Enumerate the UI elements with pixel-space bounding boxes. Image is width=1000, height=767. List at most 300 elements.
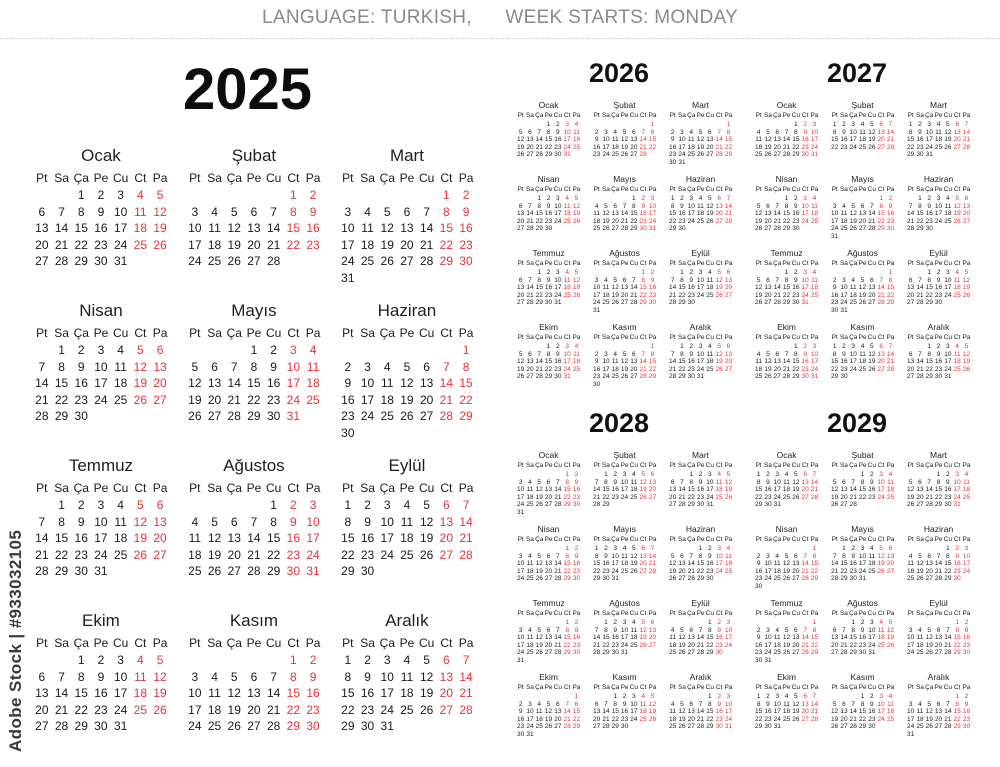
day-cell: 24 — [907, 723, 915, 731]
day-cell: 15 — [611, 708, 619, 716]
weekday-header: Ct — [801, 260, 809, 267]
weekday-header: Pt — [831, 610, 838, 617]
day-cell: 13 — [247, 686, 261, 701]
day-cell: 22 — [266, 547, 281, 562]
day-cell: 24 — [934, 217, 943, 225]
day-cell: 29 — [639, 299, 647, 307]
weekday-header: Cu — [418, 326, 435, 340]
day-cell: 20 — [400, 237, 414, 252]
day-cell: 3 — [851, 343, 856, 350]
day-cell: 17 — [188, 237, 202, 252]
day-cell: 30 — [962, 723, 971, 731]
day-cell: 21 — [907, 217, 915, 225]
day-cell: 28 — [773, 225, 781, 233]
day-cell: 25 — [563, 217, 571, 225]
day-cell: 9 — [955, 552, 959, 560]
day-cell: 19 — [572, 210, 581, 218]
day-cell: 16 — [572, 560, 581, 568]
day-cell: 17 — [773, 708, 781, 716]
day-cell: 7 — [879, 276, 883, 284]
day-cell: 10 — [696, 276, 705, 284]
month-title: Aralık — [927, 322, 950, 332]
weekday-header: Ct — [801, 462, 809, 469]
day-cell: 27 — [639, 567, 647, 575]
day-cell: 21 — [459, 531, 473, 546]
day-cell: 25 — [782, 493, 791, 501]
day-cell: 12 — [877, 552, 885, 560]
weekday-header: Pa — [648, 334, 657, 341]
day-cell: 19 — [782, 567, 791, 575]
day-cell: 15 — [706, 634, 714, 642]
weekday-header: Sa — [915, 334, 924, 341]
day-cell: 15 — [439, 221, 454, 236]
day-cell: 10 — [840, 284, 848, 292]
day-cell: 14 — [630, 284, 638, 292]
day-cell: 1 — [784, 269, 789, 276]
day-cell: 17 — [630, 708, 638, 716]
day-cell: 25 — [526, 501, 534, 509]
weekday-header: Pa — [724, 186, 733, 193]
day-cell: 21 — [526, 217, 534, 225]
day-cell: 1 — [955, 693, 959, 700]
weekday-header: Ça — [535, 334, 544, 341]
weekday-header: Ça — [925, 610, 934, 617]
day-cell: 29 — [535, 225, 543, 233]
day-cell: 28 — [247, 564, 261, 579]
day-cell: 29 — [630, 225, 638, 233]
day-cell: 28 — [696, 649, 705, 657]
day-cell: 14 — [602, 708, 610, 716]
month-title: Eylül — [691, 598, 710, 608]
day-cell: 1 — [443, 188, 450, 202]
weekday-header: Cu — [705, 684, 714, 691]
day-cell: 9 — [708, 552, 712, 560]
weekday-header: Cu — [553, 536, 562, 543]
day-cell: 9 — [77, 514, 85, 529]
day-cell: 7 — [443, 359, 450, 374]
day-cell: 11 — [755, 358, 763, 366]
weekday-header: Pt — [593, 260, 600, 267]
day-cell: 23 — [953, 567, 961, 575]
day-cell: 22 — [602, 641, 610, 649]
day-cell: 15 — [602, 634, 610, 642]
weekday-header: Sa — [601, 610, 610, 617]
day-cell: 24 — [724, 641, 733, 649]
day-cell: 17 — [341, 237, 355, 252]
day-cell: 21 — [840, 641, 848, 649]
day-cell: 12 — [764, 358, 772, 366]
day-cell: 24 — [877, 493, 885, 501]
day-cell: 28 — [54, 254, 69, 269]
weekday-header: Pa — [962, 186, 971, 193]
day-cell: 25 — [400, 547, 414, 562]
day-cell: 16 — [360, 531, 375, 546]
day-cell: 4 — [851, 276, 856, 284]
weekday-header: Pt — [669, 112, 676, 119]
month-title: Kasım — [850, 672, 875, 682]
weekday-header: Pa — [572, 684, 581, 691]
day-cell: 29 — [648, 373, 657, 381]
day-cell: 13 — [439, 669, 454, 684]
day-cell: 29 — [706, 723, 714, 731]
day-cell: 11 — [134, 669, 147, 684]
day-cell: 4 — [309, 343, 317, 357]
day-cell: 12 — [715, 350, 723, 358]
day-cell: 7 — [537, 128, 542, 136]
weekday-header: Sa — [207, 171, 222, 185]
day-cell: 5 — [851, 202, 856, 210]
weekday-header: Pe — [934, 112, 943, 119]
month-title: Mayıs — [613, 174, 636, 184]
weekday-header: Sa — [360, 481, 375, 495]
day-cell: 16 — [266, 376, 281, 391]
day-cell: 11 — [669, 634, 677, 642]
day-cell: 30 — [74, 564, 88, 579]
day-cell: 30 — [554, 151, 562, 159]
day-cell: 13 — [669, 486, 677, 494]
day-cell: 4 — [879, 619, 883, 626]
day-cell: 28 — [639, 151, 647, 159]
day-cell: 2 — [717, 693, 721, 700]
day-cell: 13 — [962, 202, 971, 210]
day-cell: 16 — [687, 284, 695, 292]
day-cell: 23 — [306, 702, 320, 717]
weekday-header: Cu — [553, 462, 562, 469]
day-cell: 8 — [574, 700, 579, 708]
weekday-header: Pe — [696, 186, 705, 193]
weekday-header: Pt — [517, 536, 524, 543]
day-cell: 5 — [622, 350, 627, 358]
day-cell: 27 — [934, 723, 943, 731]
day-cell: 25 — [620, 567, 629, 575]
day-cell: 13 — [227, 531, 241, 546]
day-cell: 10 — [764, 634, 772, 642]
day-cell: 19 — [831, 715, 839, 723]
weekday-header: Pt — [669, 462, 676, 469]
day-cell: 12 — [849, 210, 857, 218]
day-cell: 23 — [94, 702, 108, 717]
day-cell: 11 — [859, 350, 866, 358]
day-cell: 6 — [156, 343, 164, 357]
day-cell: 23 — [792, 291, 800, 299]
weekday-header: Pa — [458, 481, 474, 495]
day-cell: 29 — [563, 649, 571, 657]
day-cell: 8 — [908, 128, 913, 136]
weekday-header: Ct — [877, 462, 885, 469]
day-cell: 12 — [696, 136, 705, 144]
day-cell: 23 — [593, 151, 601, 159]
day-cell: 4 — [708, 269, 712, 276]
day-cell: 10 — [94, 359, 108, 374]
day-cell: 8 — [641, 276, 645, 284]
weekday-header: Ça — [73, 171, 89, 185]
day-cell: 15 — [696, 560, 705, 568]
day-cell: 24 — [858, 567, 867, 575]
day-cell: 15 — [858, 708, 867, 716]
day-cell: 18 — [782, 708, 791, 716]
weekday-header: Ct — [639, 186, 647, 193]
day-cell: 18 — [755, 143, 763, 151]
day-cell: 16 — [639, 210, 647, 218]
day-cell: 12 — [962, 350, 971, 358]
day-cell: 16 — [572, 634, 581, 642]
day-cell: 28 — [916, 373, 924, 381]
day-cell: 3 — [518, 626, 523, 634]
day-cell: 1 — [604, 471, 608, 478]
day-cell: 12 — [602, 210, 610, 218]
day-cell: 25 — [535, 723, 543, 731]
day-cell: 9 — [290, 514, 297, 529]
day-cell: 4 — [860, 121, 865, 128]
day-cell: 19 — [419, 531, 434, 546]
day-cell: 7 — [964, 121, 969, 128]
day-cell: 10 — [188, 686, 202, 701]
day-cell: 17 — [696, 358, 705, 366]
day-cell: 12 — [715, 276, 723, 284]
day-cell: 9 — [556, 350, 560, 358]
day-cell: 9 — [97, 204, 105, 219]
day-cell: 21 — [782, 143, 791, 151]
day-cell: 8 — [270, 514, 277, 529]
day-cell: 29 — [925, 299, 933, 307]
day-cell: 24 — [810, 143, 819, 151]
weekday-header: Pe — [696, 536, 705, 543]
day-cell: 4 — [775, 552, 780, 560]
weekday-header: Ça — [535, 186, 544, 193]
day-cell: 15 — [341, 686, 355, 701]
day-cell: 1 — [650, 121, 655, 128]
day-cell: 30 — [755, 657, 763, 664]
day-cell: 6 — [717, 195, 721, 202]
day-cell: 18 — [400, 686, 414, 701]
day-cell: 6 — [423, 359, 430, 374]
day-cell: 28 — [630, 299, 638, 307]
day-cell: 4 — [870, 545, 874, 552]
day-cell: 8 — [936, 478, 941, 486]
day-cell: 27 — [669, 501, 677, 509]
weekday-header: Ça — [611, 536, 620, 543]
day-cell: 22 — [648, 365, 657, 373]
day-cell: 17 — [563, 358, 571, 366]
day-cell: 9 — [574, 626, 579, 634]
day-cell: 4 — [946, 195, 950, 202]
weekday-header: Cu — [943, 610, 952, 617]
day-cell: 2 — [698, 471, 703, 478]
day-cell: 27 — [715, 217, 723, 225]
day-cell: 14 — [782, 136, 791, 144]
day-cell: 19 — [188, 392, 202, 407]
day-cell: 1 — [842, 545, 846, 552]
weekday-header: Sa — [677, 684, 686, 691]
day-cell: 16 — [341, 392, 355, 407]
day-cell: 30 — [706, 575, 714, 583]
weekday-header: Ça — [73, 636, 89, 650]
day-cell: 5 — [756, 276, 761, 284]
month-title: Şubat — [851, 100, 874, 110]
day-cell: 22 — [831, 365, 839, 373]
weekday-header: Cu — [418, 636, 435, 650]
weekday-header: Ct — [440, 636, 453, 650]
day-cell: 1 — [77, 653, 85, 667]
day-cell: 25 — [380, 409, 394, 424]
day-cell: 7 — [918, 350, 922, 358]
day-cell: 1 — [832, 121, 837, 128]
day-cell: 24 — [724, 715, 733, 723]
weekday-header: Pa — [724, 462, 733, 469]
day-cell: 15 — [810, 560, 819, 568]
day-cell: 5 — [574, 195, 579, 202]
day-cell: 16 — [611, 486, 619, 494]
day-cell: 10 — [517, 486, 525, 494]
day-cell: 20 — [544, 493, 553, 501]
day-cell: 17 — [620, 634, 629, 642]
day-cell: 27 — [877, 143, 885, 151]
day-cell: 25 — [706, 291, 714, 299]
day-cell: 27 — [764, 225, 772, 233]
day-cell: 15 — [849, 634, 857, 642]
day-cell: 20 — [724, 284, 733, 292]
day-cell: 27 — [907, 299, 915, 307]
day-cell: 12 — [517, 358, 525, 366]
day-cell: 3 — [955, 471, 959, 478]
day-cell: 4 — [670, 700, 675, 708]
day-cell: 9 — [766, 700, 770, 708]
weekday-header: Pa — [458, 636, 474, 650]
day-cell: 23 — [74, 392, 88, 407]
weekday-header: Ct — [801, 334, 809, 341]
day-cell: 11 — [621, 552, 628, 560]
day-cell: 14 — [535, 358, 543, 366]
day-cell: 1 — [851, 619, 856, 626]
day-cell: 11 — [593, 210, 601, 218]
weekday-header: Pa — [724, 260, 733, 267]
day-cell: 14 — [687, 560, 695, 568]
day-cell: 14 — [648, 552, 657, 560]
day-cell: 20 — [687, 641, 695, 649]
weekday-header: Ça — [611, 112, 620, 119]
day-cell: 29 — [535, 299, 543, 307]
day-cell: 30 — [517, 731, 525, 738]
day-cell: 4 — [860, 343, 865, 350]
day-cell: 2 — [918, 121, 922, 128]
day-cell: 6 — [528, 350, 532, 358]
weekday-header: Pe — [934, 186, 943, 193]
weekday-header: Sa — [839, 536, 848, 543]
weekday-header: Pt — [36, 171, 48, 185]
day-cell: 20 — [648, 486, 657, 494]
weekday-header: Pa — [648, 610, 657, 617]
day-cell: 30 — [801, 151, 809, 159]
day-cell: 17 — [611, 560, 619, 568]
weekday-header: Pe — [782, 462, 791, 469]
month-title: Temmuz — [770, 598, 803, 608]
day-cell: 4 — [604, 276, 608, 284]
day-cell: 1 — [680, 269, 684, 276]
day-cell: 23 — [764, 493, 772, 501]
day-cell: 18 — [916, 715, 924, 723]
month-title: Haziran — [685, 524, 716, 534]
day-cell: 25 — [782, 715, 791, 723]
day-cell: 28 — [620, 225, 629, 233]
weekday-header: Sa — [54, 326, 69, 340]
day-cell: 3 — [565, 343, 569, 350]
day-cell: 23 — [858, 641, 867, 649]
day-cell: 26 — [602, 225, 610, 233]
weekday-header: Pt — [755, 610, 762, 617]
weekday-header: Pe — [544, 462, 553, 469]
day-cell: 9 — [364, 514, 371, 529]
day-cell: 16 — [792, 284, 800, 292]
day-cell: 22 — [535, 291, 543, 299]
day-cell: 26 — [764, 151, 772, 159]
day-cell: 9 — [518, 708, 523, 716]
weekday-header: Ça — [849, 260, 858, 267]
day-cell: 20 — [620, 291, 629, 299]
weekday-header: Cu — [791, 260, 800, 267]
month-title: Ağustos — [847, 598, 878, 608]
weekday-header: Ct — [877, 684, 885, 691]
day-cell: 15 — [563, 634, 571, 642]
day-cell: 9 — [680, 202, 684, 210]
day-cell: 10 — [620, 478, 629, 486]
day-cell: 17 — [306, 531, 320, 546]
day-cell: 8 — [613, 700, 618, 708]
month-title: Kasım — [850, 322, 875, 332]
day-cell: 22 — [535, 217, 543, 225]
day-cell: 3 — [604, 128, 608, 136]
weekday-header: Sa — [763, 684, 772, 691]
day-cell: 21 — [669, 365, 677, 373]
day-cell: 4 — [613, 128, 618, 136]
day-cell: 16 — [648, 284, 657, 292]
day-cell: 27 — [630, 151, 638, 159]
weekday-header: Ça — [611, 334, 620, 341]
day-cell: 21 — [810, 486, 819, 494]
day-cell: 5 — [794, 471, 798, 478]
day-cell: 16 — [925, 210, 933, 218]
day-cell: 23 — [517, 723, 525, 731]
day-cell: 19 — [944, 136, 952, 144]
day-cell: 14 — [526, 210, 534, 218]
day-cell: 10 — [380, 669, 394, 684]
day-cell: 8 — [794, 350, 798, 358]
day-cell: 6 — [775, 128, 780, 136]
weekday-header: Ça — [226, 326, 242, 340]
day-cell: 23 — [544, 217, 553, 225]
day-cell: 18 — [953, 358, 961, 366]
day-cell: 27 — [419, 409, 434, 424]
day-cell: 15 — [572, 708, 581, 716]
day-cell: 27 — [207, 409, 222, 424]
day-cell: 20 — [630, 143, 638, 151]
day-cell: 10 — [554, 276, 562, 284]
weekday-header: Pe — [696, 112, 705, 119]
day-cell: 28 — [669, 373, 677, 381]
day-cell: 24 — [611, 567, 619, 575]
day-cell: 15 — [341, 531, 355, 546]
day-cell: 11 — [114, 359, 127, 374]
week-start-label: WEEK STARTS: MONDAY — [505, 7, 739, 28]
weekday-header: Sa — [525, 610, 534, 617]
day-cell: 11 — [639, 700, 647, 708]
month-title: Ocak — [538, 100, 559, 110]
day-cell: 28 — [602, 723, 610, 731]
weekday-header: Pa — [886, 334, 895, 341]
day-cell: 2 — [803, 121, 807, 128]
day-cell: 31 — [306, 564, 320, 579]
day-cell: 21 — [227, 392, 241, 407]
day-cell: 11 — [783, 700, 790, 708]
